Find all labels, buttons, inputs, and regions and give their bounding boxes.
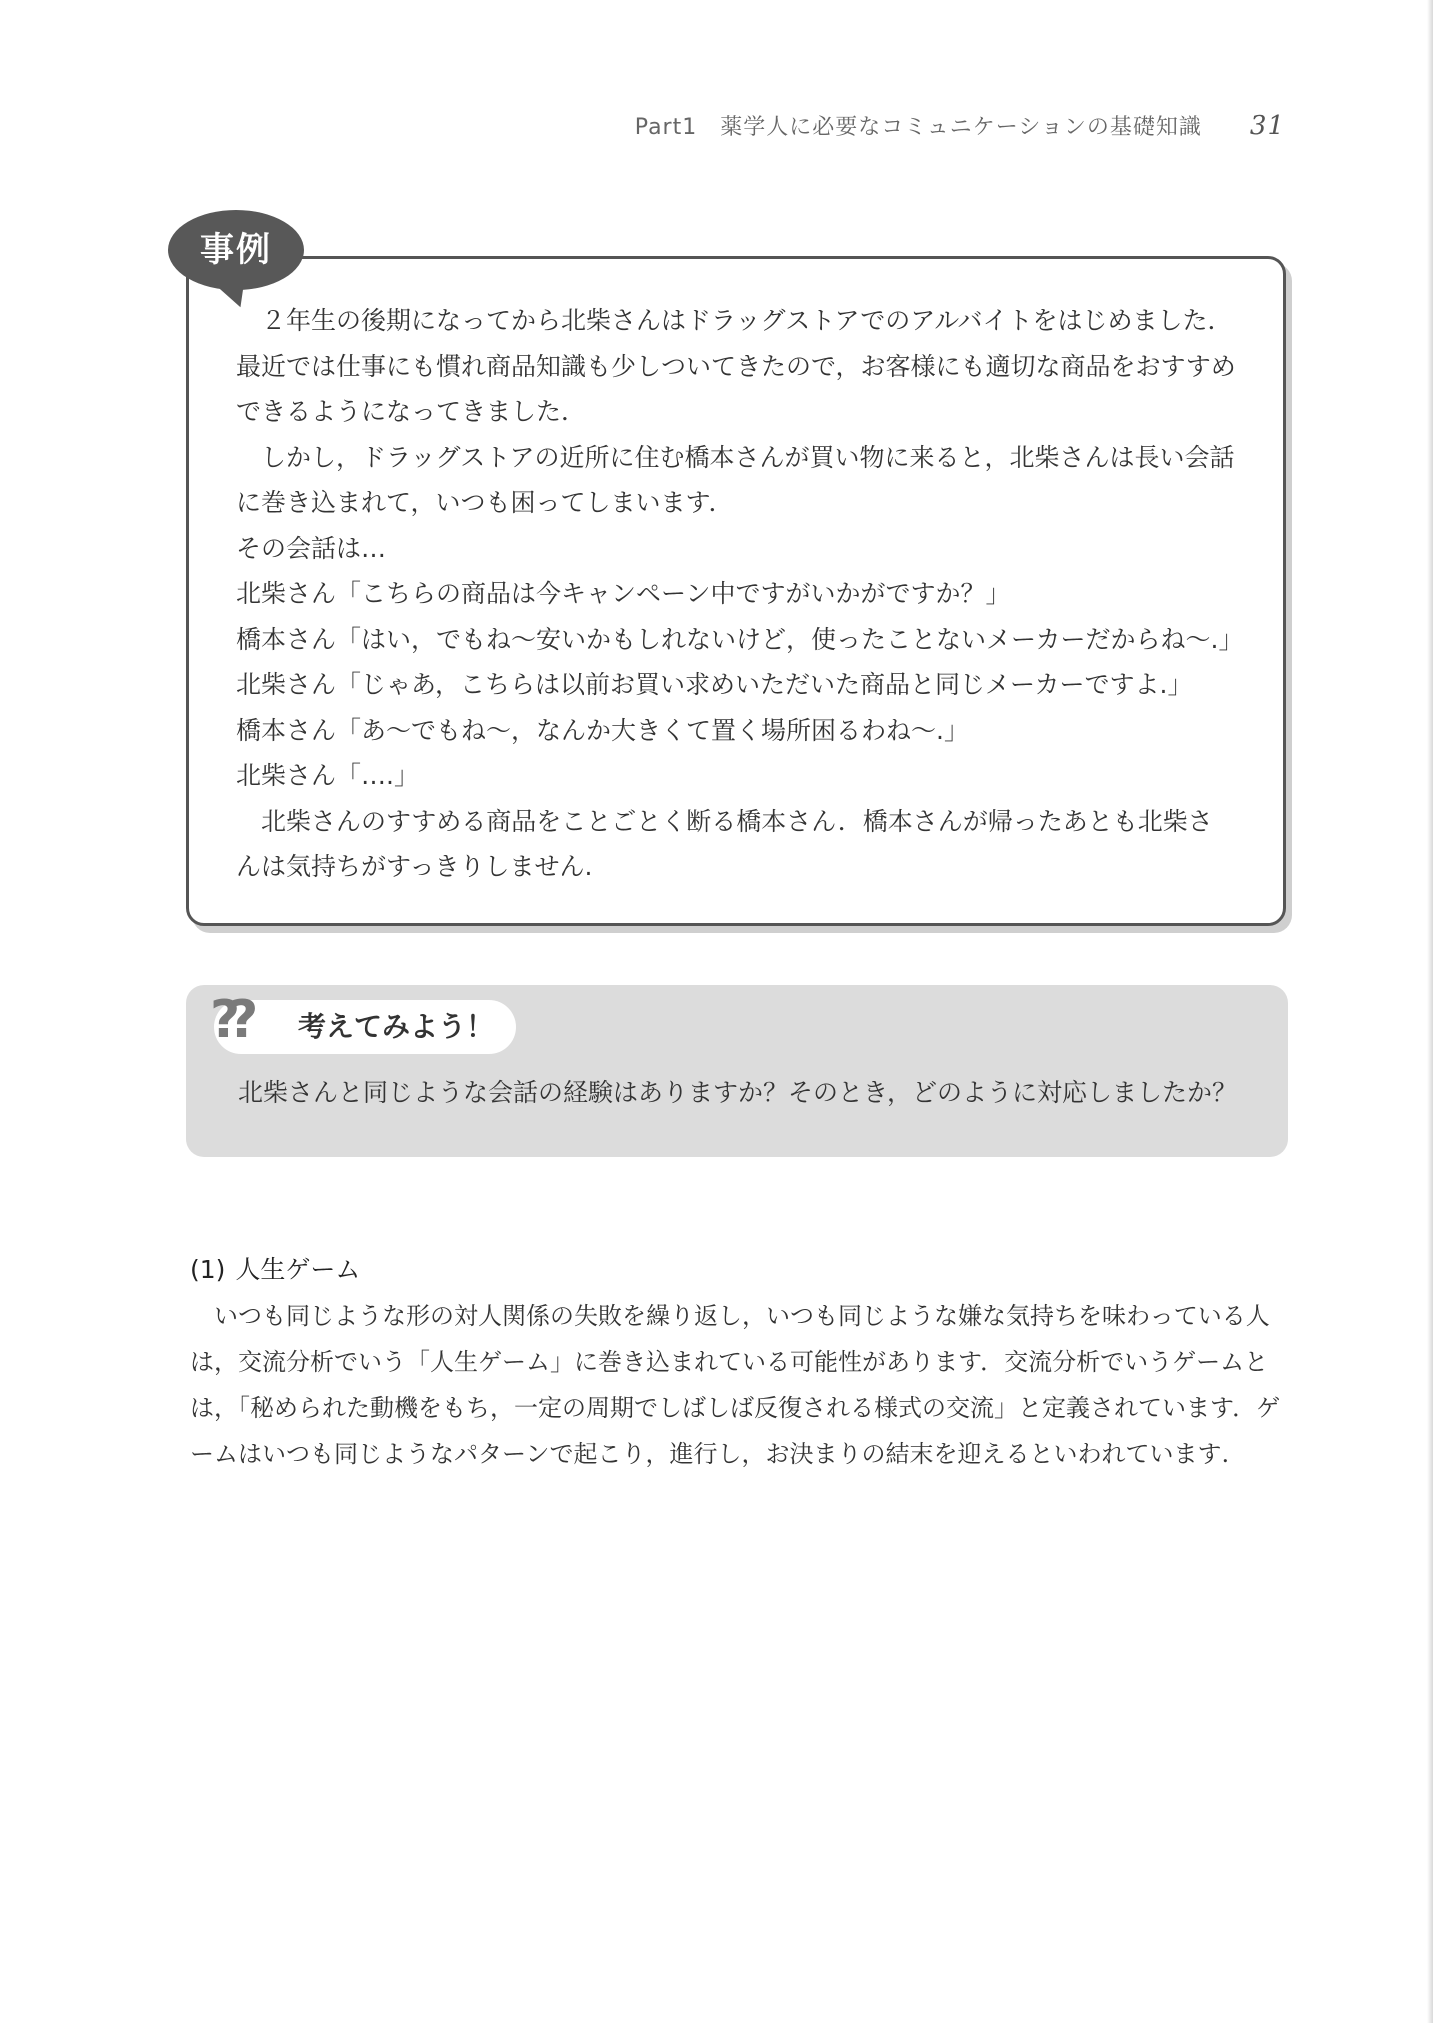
section-heading <box>190 1250 360 1286</box>
page-number: 31 <box>1249 111 1285 141</box>
think-about-it-question: 北柴さんと同じような会話の経験はありますか？そのとき，どのように対応しましたか？ <box>238 1078 1238 1107</box>
page-edge-shadow <box>1427 0 1433 2023</box>
section-number: (1) <box>190 1255 226 1284</box>
think-about-it-title: 考えてみよう！ <box>214 1000 516 1054</box>
dialogue-line: 北柴さん「こちらの商品は今キャンペーン中ですがいかがですか？」 <box>236 579 1011 608</box>
case-paragraph: その会話は… <box>236 533 387 563</box>
case-study-badge: 事例 <box>168 210 304 290</box>
running-header <box>635 110 1285 141</box>
question-marks-icon: ?? <box>210 990 247 1050</box>
dialogue-line: 橋本さん「はい，でもね～安いかもしれないけど，使ったことないメーカーだからね～.」 <box>236 624 1244 654</box>
dialogue-line: 橋本さん「あ～でもね～，なんか大きくて置く場所困るわね～.」 <box>236 715 969 745</box>
case-paragraph: しかし，ドラッグストアの近所に住む橋本さんが買い物に来ると，北柴さんは長い会話に巻き込まれて，いつも困ってしまいます． <box>236 442 1235 517</box>
case-paragraph: 北柴さんのすすめる商品をことごとく断る橋本さん．橋本さんが帰ったあとも北柴さんは気持ちがすっきりしません. <box>236 806 1213 881</box>
running-header-title: Part1 薬学人に必要なコミュニケーションの基礎知識 <box>634 115 1202 140</box>
case-study-text <box>236 298 1244 890</box>
case-paragraph: ２年生の後期になってから北柴さんはドラッグストアでのアルバイトをはじめました．最近では仕事にも慣れ商品知識も少しついてきたので，お客様にも適切な商品をおすすめできるようになってきました． <box>236 306 1236 426</box>
section-body <box>190 1293 1288 1477</box>
section-paragraph: いつも同じような形の対人関係の失敗を繰り返し，いつも同じような嫌な気持ちを味わっている人は，交流分析でいう「人生ゲーム」に巻き込まれている可能性があります．交流分析でいうゲームとは，「秘められた動機をもち，一定の周期でしばしば反復される様式の交流」と定義されています．ゲームはいつも同じようなパターンで起こり，進行し，お決まりの結末を迎えるといわれています. <box>190 1302 1281 1468</box>
dialogue-line: 北柴さん「じゃあ，こちらは以前お買い求めいただいた商品と同じメーカーですよ.」 <box>236 670 1193 699</box>
section-title: 人生ゲーム <box>235 1255 361 1284</box>
dialogue-line: 北柴さん「….」 <box>236 761 419 790</box>
